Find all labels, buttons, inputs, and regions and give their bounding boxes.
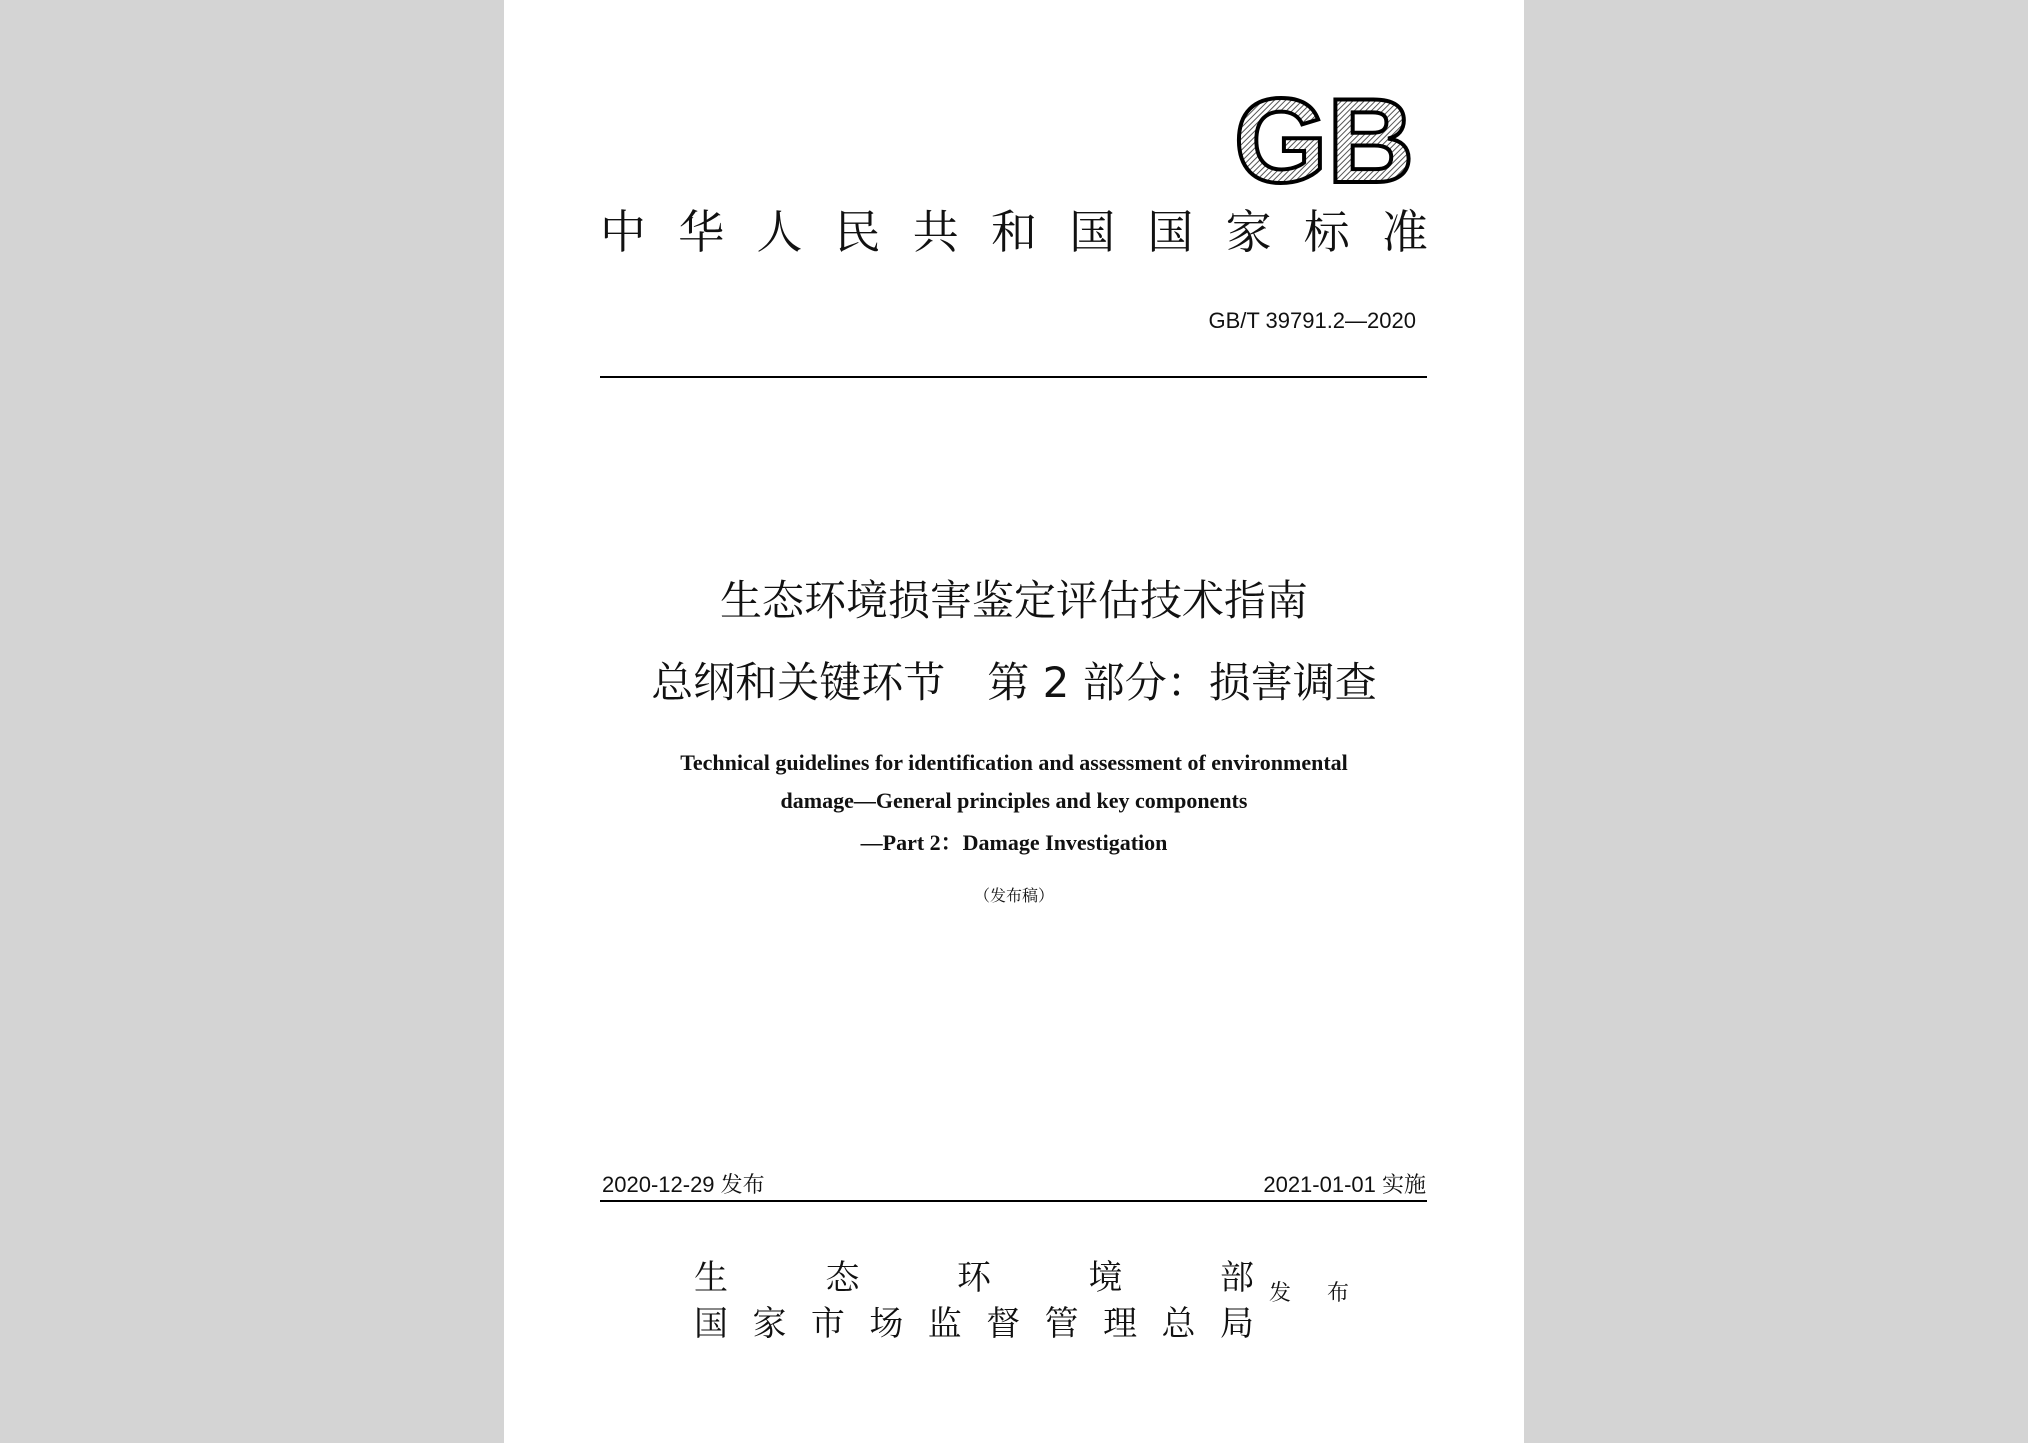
release-date: 2020-12-29 发布 bbox=[602, 1172, 765, 1197]
country-standard-title: 中华人民共和国国家标准 bbox=[600, 205, 1430, 259]
top-divider bbox=[600, 376, 1427, 378]
svg-text:GB: GB bbox=[1234, 82, 1414, 202]
title-cn-line1: 生态环境损害鉴定评估技术指南 bbox=[719, 576, 1308, 625]
title-en-line1: Technical guidelines for identification and assessment of environmental bbox=[680, 750, 1348, 775]
draft-note: （发布稿） bbox=[973, 886, 1054, 905]
title-cn-line2: 总纲和关键环节 第 2 部分：损害调查 bbox=[651, 658, 1377, 707]
implement-date: 2021-01-01 实施 bbox=[1263, 1172, 1426, 1197]
gb-logo-icon bbox=[1224, 82, 1424, 202]
title-en-line3: —Part 2：Damage Investigation bbox=[860, 830, 1168, 855]
publish-label: 发布 bbox=[1269, 1281, 1349, 1306]
title-en-line2: damage—General principles and key components bbox=[780, 788, 1248, 813]
standard-number: GB/T 39791.2—2020 bbox=[1208, 308, 1416, 333]
bottom-divider bbox=[600, 1200, 1427, 1202]
issuer-ministry: 生态环境部 bbox=[694, 1258, 1254, 1298]
issuer-samr: 国家市场监督管理总局 bbox=[694, 1304, 1254, 1344]
document-page bbox=[504, 0, 1524, 1443]
